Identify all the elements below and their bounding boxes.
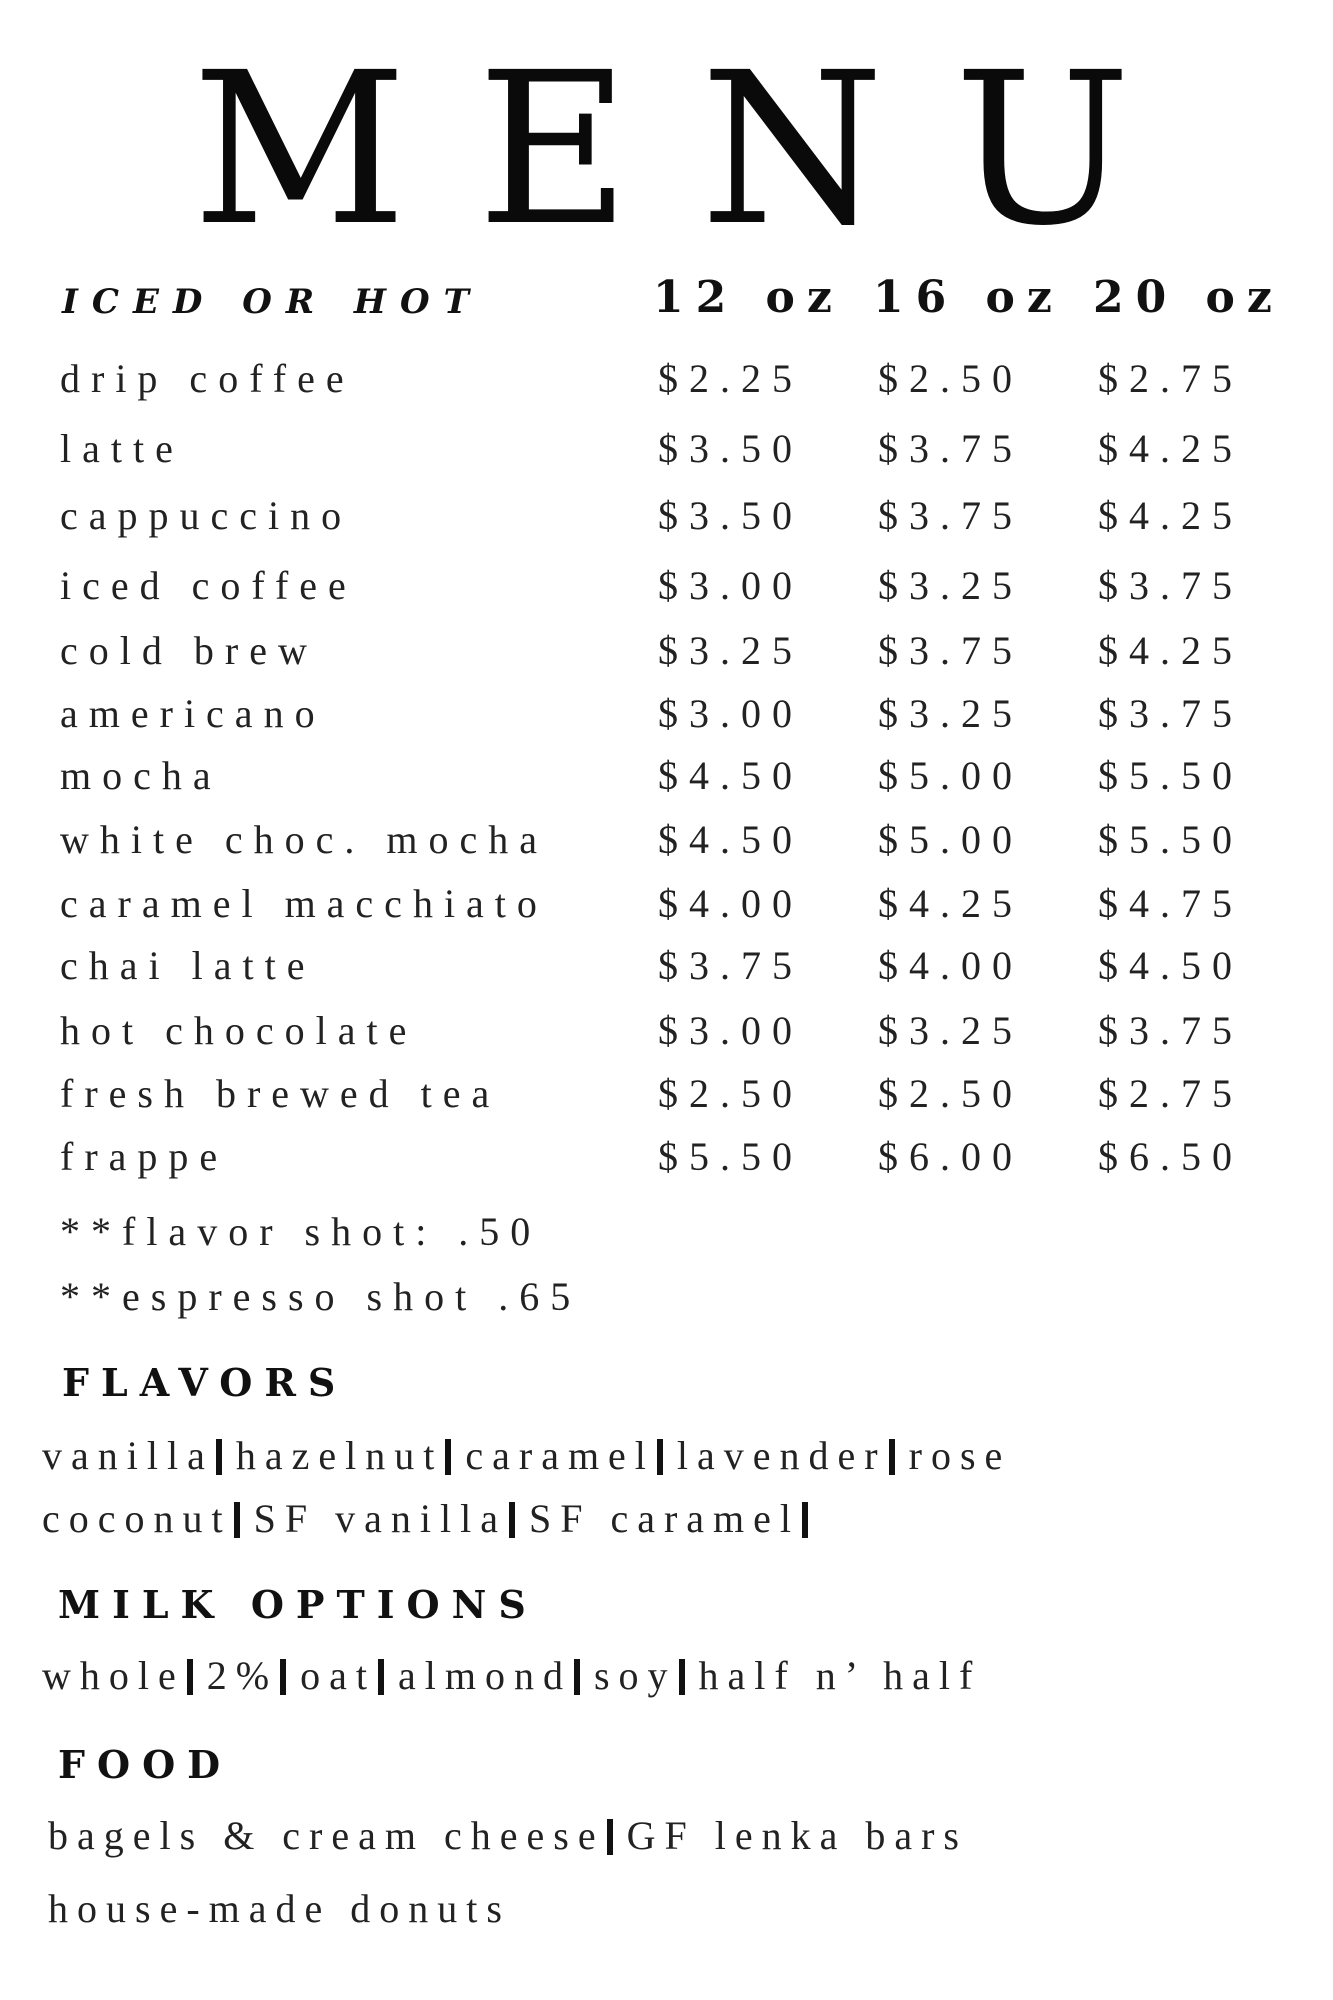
menu-item-row	[0, 562, 1333, 626]
menu-item-name: cold brew	[60, 628, 318, 673]
separator-bar	[657, 1439, 663, 1475]
menu-item-price: $6.50	[1098, 1134, 1243, 1179]
menu-item-price: $4.00	[658, 881, 803, 926]
menu-item-price: $3.25	[878, 563, 1023, 608]
menu-item-price: $5.00	[878, 753, 1023, 798]
menu-item-price: $3.25	[878, 1008, 1023, 1053]
separator-bar	[679, 1659, 685, 1695]
menu-item-price: $4.75	[1098, 881, 1243, 926]
menu-item-price: $3.00	[658, 1008, 803, 1053]
menu-item-price: $4.50	[1098, 943, 1243, 988]
milk-option: soy	[593, 1653, 677, 1698]
menu-item-price: $3.25	[878, 691, 1023, 736]
separator-bar	[187, 1659, 193, 1695]
menu-item-name: iced coffee	[60, 563, 357, 608]
menu-item-row	[0, 1070, 1333, 1134]
menu-item-name: latte	[60, 426, 184, 471]
flavor-shot-note: **flavor shot: .50	[60, 1209, 542, 1254]
flavor-option: vanilla	[42, 1433, 214, 1478]
separator-bar	[234, 1502, 240, 1538]
menu-item-price: $4.00	[878, 943, 1023, 988]
menu-item-price: $3.75	[878, 493, 1023, 538]
menu-item-price: $5.50	[1098, 753, 1243, 798]
food-item: GF lenka bars	[626, 1813, 968, 1858]
separator-bar	[889, 1439, 895, 1475]
separator-bar	[378, 1659, 384, 1695]
espresso-shot-note: **espresso shot .65	[60, 1274, 582, 1319]
menu-item-price: $3.75	[878, 628, 1023, 673]
menu-item-price: $2.50	[878, 1071, 1023, 1116]
milk-options-title: MILK OPTIONS	[58, 1582, 538, 1627]
menu-item-price: $3.75	[1098, 691, 1243, 736]
separator-bar	[280, 1659, 286, 1695]
milk-options-line	[42, 1652, 981, 1699]
menu-item-price: $3.50	[658, 426, 803, 471]
menu-item-price: $6.00	[878, 1134, 1023, 1179]
milk-option: whole	[42, 1653, 185, 1698]
menu-item-name: mocha	[60, 753, 222, 798]
menu-item-row	[0, 942, 1333, 1006]
menu-item-name: caramel macchiato	[60, 881, 548, 926]
menu-item-name: americano	[60, 691, 326, 736]
milk-option: oat	[300, 1653, 376, 1698]
menu-item-price: $4.25	[1098, 493, 1243, 538]
food-line-1	[48, 1812, 968, 1859]
menu-item-price: $3.00	[658, 563, 803, 608]
menu-item-name: drip coffee	[60, 356, 355, 401]
size-header-20oz: 20 oz	[1093, 272, 1284, 323]
menu-item-row	[0, 627, 1333, 691]
flavor-option: SF caramel	[528, 1496, 801, 1541]
flavor-option: lavender	[676, 1433, 887, 1478]
menu-item-price: $4.50	[658, 817, 803, 862]
food-title: FOOD	[58, 1742, 233, 1787]
flavor-option: caramel	[465, 1433, 655, 1478]
flavor-option: rose	[908, 1433, 1012, 1478]
flavor-option: coconut	[42, 1496, 232, 1541]
menu-item-price: $5.50	[1098, 817, 1243, 862]
menu-item-price: $2.50	[658, 1071, 803, 1116]
menu-item-price: $3.75	[1098, 1008, 1243, 1053]
menu-item-price: $3.25	[658, 628, 803, 673]
separator-bar	[802, 1502, 808, 1538]
menu-item-name: frappe	[60, 1134, 229, 1179]
menu-item-row	[0, 690, 1333, 754]
separator-bar	[216, 1439, 222, 1475]
menu-item-name: fresh brewed tea	[60, 1071, 501, 1116]
size-header-16oz: 16 oz	[873, 272, 1064, 323]
separator-bar	[574, 1659, 580, 1695]
menu-item-price: $2.75	[1098, 1071, 1243, 1116]
menu-item-price: $3.00	[658, 691, 803, 736]
menu-item-price: $3.50	[658, 493, 803, 538]
menu-item-row	[0, 1007, 1333, 1071]
size-header-12oz: 12 oz	[653, 272, 844, 323]
menu-item-price: $4.50	[658, 753, 803, 798]
food-item: bagels & cream cheese	[48, 1813, 605, 1858]
menu-title: MENU	[191, 27, 1202, 272]
menu-item-row	[0, 425, 1333, 489]
menu-item-price: $5.50	[658, 1134, 803, 1179]
menu-item-row	[0, 816, 1333, 880]
menu-item-row	[0, 752, 1333, 816]
menu-item-price: $2.25	[658, 356, 803, 401]
menu-item-name: chai latte	[60, 943, 316, 988]
flavor-option: SF vanilla	[253, 1496, 507, 1541]
menu-item-price: $3.75	[658, 943, 803, 988]
menu-item-price: $4.25	[1098, 628, 1243, 673]
menu-item-row	[0, 492, 1333, 556]
milk-option: 2%	[206, 1653, 279, 1698]
separator-bar	[607, 1819, 613, 1855]
menu-item-name: hot chocolate	[60, 1008, 418, 1053]
flavor-option: hazelnut	[235, 1433, 444, 1478]
flavors-line-2	[42, 1495, 822, 1542]
separator-bar	[509, 1502, 515, 1538]
menu-item-row	[0, 355, 1333, 419]
milk-option: almond	[397, 1653, 572, 1698]
menu-item-price: $4.25	[878, 881, 1023, 926]
menu-item-price: $3.75	[1098, 563, 1243, 608]
menu-item-row	[0, 1133, 1333, 1197]
food-line-2: house-made donuts	[48, 1886, 511, 1931]
menu-item-name: cappuccino	[60, 493, 353, 538]
iced-or-hot-label: ICED OR HOT	[62, 282, 483, 322]
menu-item-price: $5.00	[878, 817, 1023, 862]
flavors-title: FLAVORS	[62, 1360, 348, 1405]
milk-option: half n’ half	[698, 1653, 982, 1698]
flavors-line-1	[42, 1432, 1011, 1479]
menu-item-price: $3.75	[878, 426, 1023, 471]
separator-bar	[445, 1439, 451, 1475]
menu-item-name: white choc. mocha	[60, 817, 548, 862]
menu-item-row	[0, 880, 1333, 944]
menu-item-price: $2.50	[878, 356, 1023, 401]
menu-item-price: $2.75	[1098, 356, 1243, 401]
menu-item-price: $4.25	[1098, 426, 1243, 471]
